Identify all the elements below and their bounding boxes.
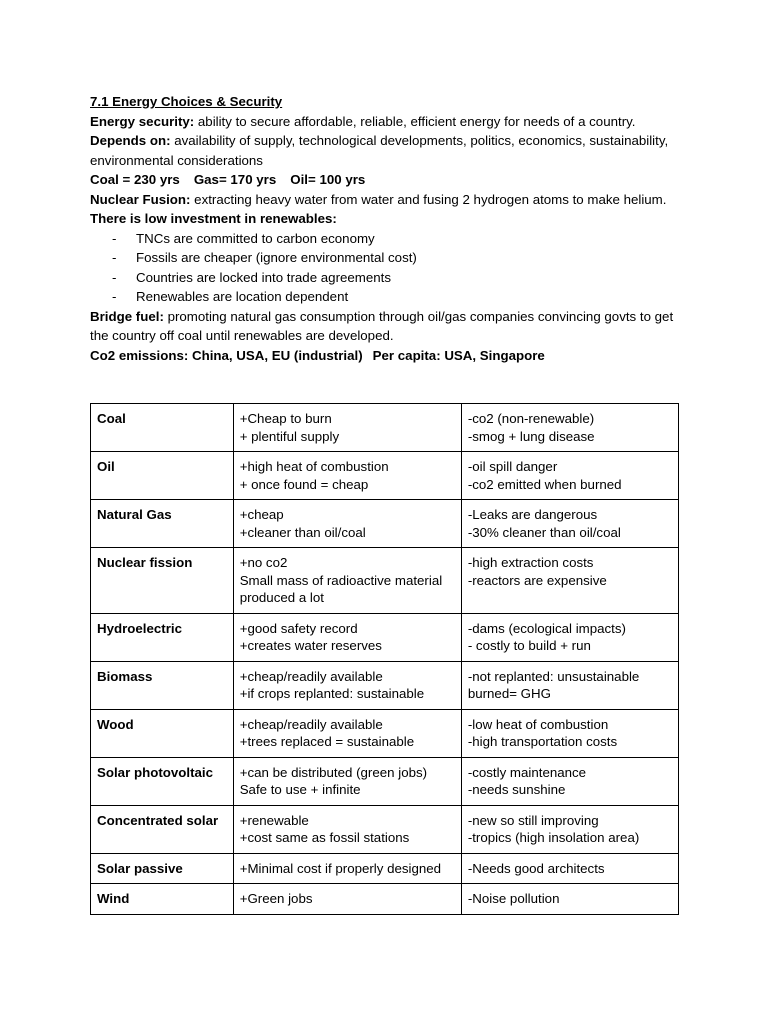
advantage-text: + plentiful supply bbox=[239, 428, 340, 444]
disadvantages-cell bbox=[461, 500, 678, 548]
bridge-fuel-text: promoting natural gas consumption through oil/gas companies convincing govts to get the country off coal until renewables are developed. bbox=[90, 308, 674, 343]
table-row bbox=[91, 548, 679, 614]
disadvantages-cell bbox=[461, 548, 678, 614]
advantage-text: +cheap/readily available bbox=[239, 716, 383, 732]
disadvantage-text: -Needs good architects bbox=[467, 860, 605, 876]
emissions-per-capita: Per capita: USA, Singapore bbox=[372, 347, 545, 363]
disadvantages-cell bbox=[461, 661, 678, 709]
disadvantages-cell bbox=[461, 709, 678, 757]
advantages-cell bbox=[233, 548, 461, 614]
disadvantage-text: -Leaks are dangerous bbox=[467, 507, 598, 522]
advantage-text: +Cheap to burn bbox=[239, 411, 332, 426]
list-item: - Renewables are location dependent bbox=[112, 289, 349, 304]
disadvantage-text: -low heat of combustion bbox=[467, 716, 609, 732]
list-item: - Countries are locked into trade agreements bbox=[112, 269, 391, 285]
nuclear-fusion-paragraph bbox=[90, 190, 690, 210]
table-row bbox=[91, 884, 679, 915]
advantages-cell bbox=[233, 709, 461, 757]
energy-source-cell: Concentrated solar bbox=[91, 805, 234, 853]
energy-source-cell: Oil bbox=[91, 452, 234, 500]
advantages-cell bbox=[233, 404, 461, 452]
advantages-cell bbox=[233, 452, 461, 500]
energy-sources-table bbox=[90, 403, 679, 915]
table-row bbox=[91, 500, 679, 548]
energy-source-cell: Hydroelectric bbox=[91, 613, 234, 661]
bridge-fuel-label: Bridge fuel: bbox=[90, 308, 164, 324]
advantages-cell bbox=[233, 805, 461, 853]
advantages-cell bbox=[233, 500, 461, 548]
disadvantage-text: -30% cleaner than oil/coal bbox=[467, 524, 621, 540]
disadvantage-text: -needs sunshine bbox=[467, 782, 566, 797]
disadvantage-text: -new so still improving bbox=[467, 812, 599, 828]
disadvantage-text: -co2 emitted when burned bbox=[467, 476, 622, 492]
table-row bbox=[91, 404, 679, 452]
emissions-total: Co2 emissions: China, USA, EU (industrial) bbox=[90, 347, 363, 363]
reserves-gas: Gas= 170 yrs bbox=[193, 172, 277, 187]
depends-on-paragraph bbox=[90, 131, 690, 170]
advantage-text: +trees replaced = sustainable bbox=[239, 734, 415, 749]
advantage-text: +if crops replanted: sustainable bbox=[239, 686, 425, 701]
advantages-cell bbox=[233, 613, 461, 661]
energy-table-body bbox=[91, 404, 679, 915]
disadvantage-text: -high extraction costs bbox=[467, 555, 594, 570]
disadvantage-text: -co2 (non-renewable) bbox=[467, 411, 595, 426]
advantage-text: +can be distributed (green jobs) bbox=[239, 764, 428, 780]
energy-security-paragraph bbox=[90, 112, 690, 132]
advantage-text: +no co2 bbox=[239, 555, 288, 570]
energy-source-cell: Solar passive bbox=[91, 853, 234, 884]
advantage-text: +good safety record bbox=[239, 620, 358, 636]
table-row bbox=[91, 661, 679, 709]
low-investment-list bbox=[90, 229, 690, 307]
disadvantages-cell bbox=[461, 853, 678, 884]
depends-on-label: Depends on: bbox=[90, 133, 171, 148]
disadvantages-cell bbox=[461, 805, 678, 853]
energy-source-cell: Nuclear fission bbox=[91, 548, 234, 614]
advantage-text: +creates water reserves bbox=[239, 638, 382, 653]
advantage-text: +Minimal cost if properly designed bbox=[239, 860, 442, 876]
advantage-text: Small mass of radioactive material produced a lot bbox=[239, 572, 443, 605]
low-investment-heading: There is low investment in renewables: bbox=[90, 211, 337, 226]
table-row bbox=[91, 853, 679, 884]
advantages-cell bbox=[233, 853, 461, 884]
table-row bbox=[91, 805, 679, 853]
advantage-text: +cost same as fossil stations bbox=[239, 830, 410, 845]
nuclear-fusion-text: extracting heavy water from water and fusing 2 hydrogen atoms to make helium. bbox=[190, 191, 667, 207]
disadvantages-cell bbox=[461, 452, 678, 500]
energy-source-cell: Wood bbox=[91, 709, 234, 757]
table-row bbox=[91, 757, 679, 805]
table-row bbox=[91, 709, 679, 757]
reserves-line bbox=[90, 170, 690, 190]
emissions-line bbox=[90, 346, 690, 366]
energy-source-cell: Biomass bbox=[91, 661, 234, 709]
advantages-cell bbox=[233, 661, 461, 709]
energy-source-cell: Solar photovoltaic bbox=[91, 757, 234, 805]
table-row bbox=[91, 452, 679, 500]
advantage-text: + once found = cheap bbox=[239, 476, 369, 492]
reserves-oil: Oil= 100 yrs bbox=[290, 172, 366, 187]
disadvantage-text: -tropics (high insolation area) bbox=[467, 830, 640, 845]
energy-security-label: Energy security: bbox=[90, 113, 195, 129]
disadvantages-cell bbox=[461, 613, 678, 661]
disadvantage-text: -smog + lung disease bbox=[467, 428, 595, 444]
depends-on-text: availability of supply, technological developments, politics, economics, sustainability, environmental considerations bbox=[90, 133, 669, 168]
list-item: - TNCs are committed to carbon economy bbox=[112, 230, 375, 246]
disadvantage-text: -Noise pollution bbox=[467, 891, 560, 906]
disadvantage-text: - costly to build + run bbox=[467, 638, 591, 653]
disadvantage-text: -high transportation costs bbox=[467, 734, 618, 749]
energy-source-cell: Natural Gas bbox=[91, 500, 234, 548]
document-body bbox=[90, 92, 690, 365]
advantage-text: +high heat of combustion bbox=[239, 459, 389, 474]
advantage-text: +cleaner than oil/coal bbox=[239, 524, 366, 540]
advantage-text: +cheap bbox=[239, 507, 284, 522]
advantage-text: Safe to use + infinite bbox=[239, 782, 361, 797]
disadvantages-cell bbox=[461, 757, 678, 805]
advantage-text: +renewable bbox=[239, 812, 309, 828]
table-row bbox=[91, 613, 679, 661]
disadvantage-text: -not replanted: unsustainable bbox=[467, 668, 640, 684]
disadvantages-cell bbox=[461, 884, 678, 915]
disadvantage-text: -reactors are expensive bbox=[467, 572, 607, 588]
disadvantage-text: -oil spill danger bbox=[467, 459, 558, 474]
advantages-cell bbox=[233, 884, 461, 915]
energy-source-cell: Coal bbox=[91, 404, 234, 452]
disadvantage-text: -costly maintenance bbox=[467, 764, 587, 780]
energy-security-text: ability to secure affordable, reliable, efficient energy for needs of a country. bbox=[194, 113, 636, 129]
disadvantage-text: burned= GHG bbox=[467, 686, 551, 701]
advantage-text: +Green jobs bbox=[239, 891, 313, 906]
disadvantages-cell bbox=[461, 404, 678, 452]
advantage-text: +cheap/readily available bbox=[239, 668, 383, 684]
reserves-coal: Coal = 230 yrs bbox=[90, 172, 180, 187]
disadvantage-text: -dams (ecological impacts) bbox=[467, 620, 626, 636]
nuclear-fusion-label: Nuclear Fusion: bbox=[90, 191, 191, 207]
energy-source-cell: Wind bbox=[91, 884, 234, 915]
advantages-cell bbox=[233, 757, 461, 805]
page-title: 7.1 Energy Choices & Security bbox=[90, 94, 283, 109]
list-item: - Fossils are cheaper (ignore environmental cost) bbox=[112, 250, 417, 265]
bridge-fuel-paragraph bbox=[90, 307, 690, 346]
